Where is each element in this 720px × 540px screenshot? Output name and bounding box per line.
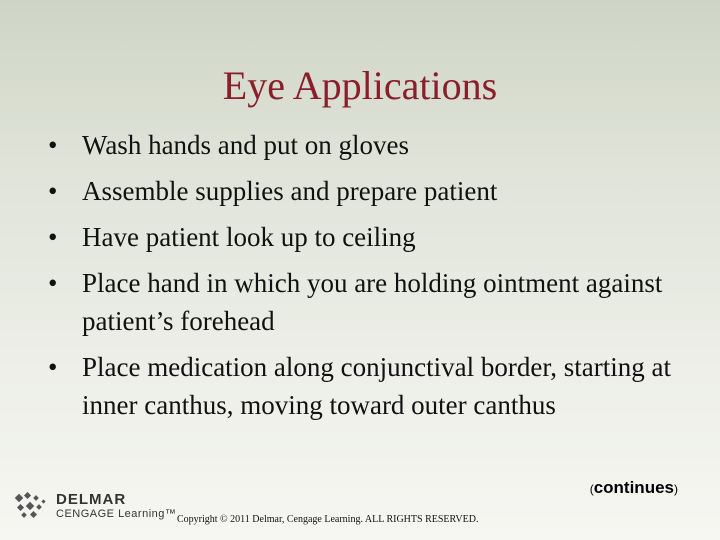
bullet-item — [48, 264, 688, 340]
bullet-text: Wash hands and put on gloves — [82, 130, 410, 160]
bullet-text: Have patient look up to ceiling — [82, 222, 416, 252]
bullet-text: Assemble supplies and prepare patient — [82, 176, 498, 206]
continues-label: (continues) — [589, 478, 678, 497]
bullet-dot: • — [48, 352, 58, 382]
bullet-item — [48, 126, 688, 164]
logo-line-delmar: DELMAR — [56, 491, 127, 508]
bullet-text: Place hand in which you are holding ointment against patient’s forehead — [82, 268, 663, 336]
bullet-list — [48, 126, 688, 432]
bullet-dot: • — [48, 222, 58, 252]
bullet-item — [48, 172, 688, 210]
bullet-item — [48, 218, 688, 256]
delmar-logo-icon — [14, 492, 50, 520]
publisher-logo — [14, 492, 176, 520]
copyright-notice: Copyright © 2011 Delmar, Cengage Learning. ALL RIGHTS RESERVED. — [177, 514, 479, 525]
bullet-dot: • — [48, 176, 58, 206]
bullet-text: Place medication along conjunctival border, starting at inner canthus, moving toward outer canthus — [82, 352, 671, 420]
slide-title: Eye Applications — [222, 63, 498, 108]
logo-line-cengage: CENGAGE Learning™ — [56, 508, 177, 520]
bullet-item — [48, 348, 688, 424]
bullet-dot: • — [48, 130, 58, 160]
logo-wordmark — [56, 492, 176, 520]
bullet-dot: • — [48, 268, 58, 298]
